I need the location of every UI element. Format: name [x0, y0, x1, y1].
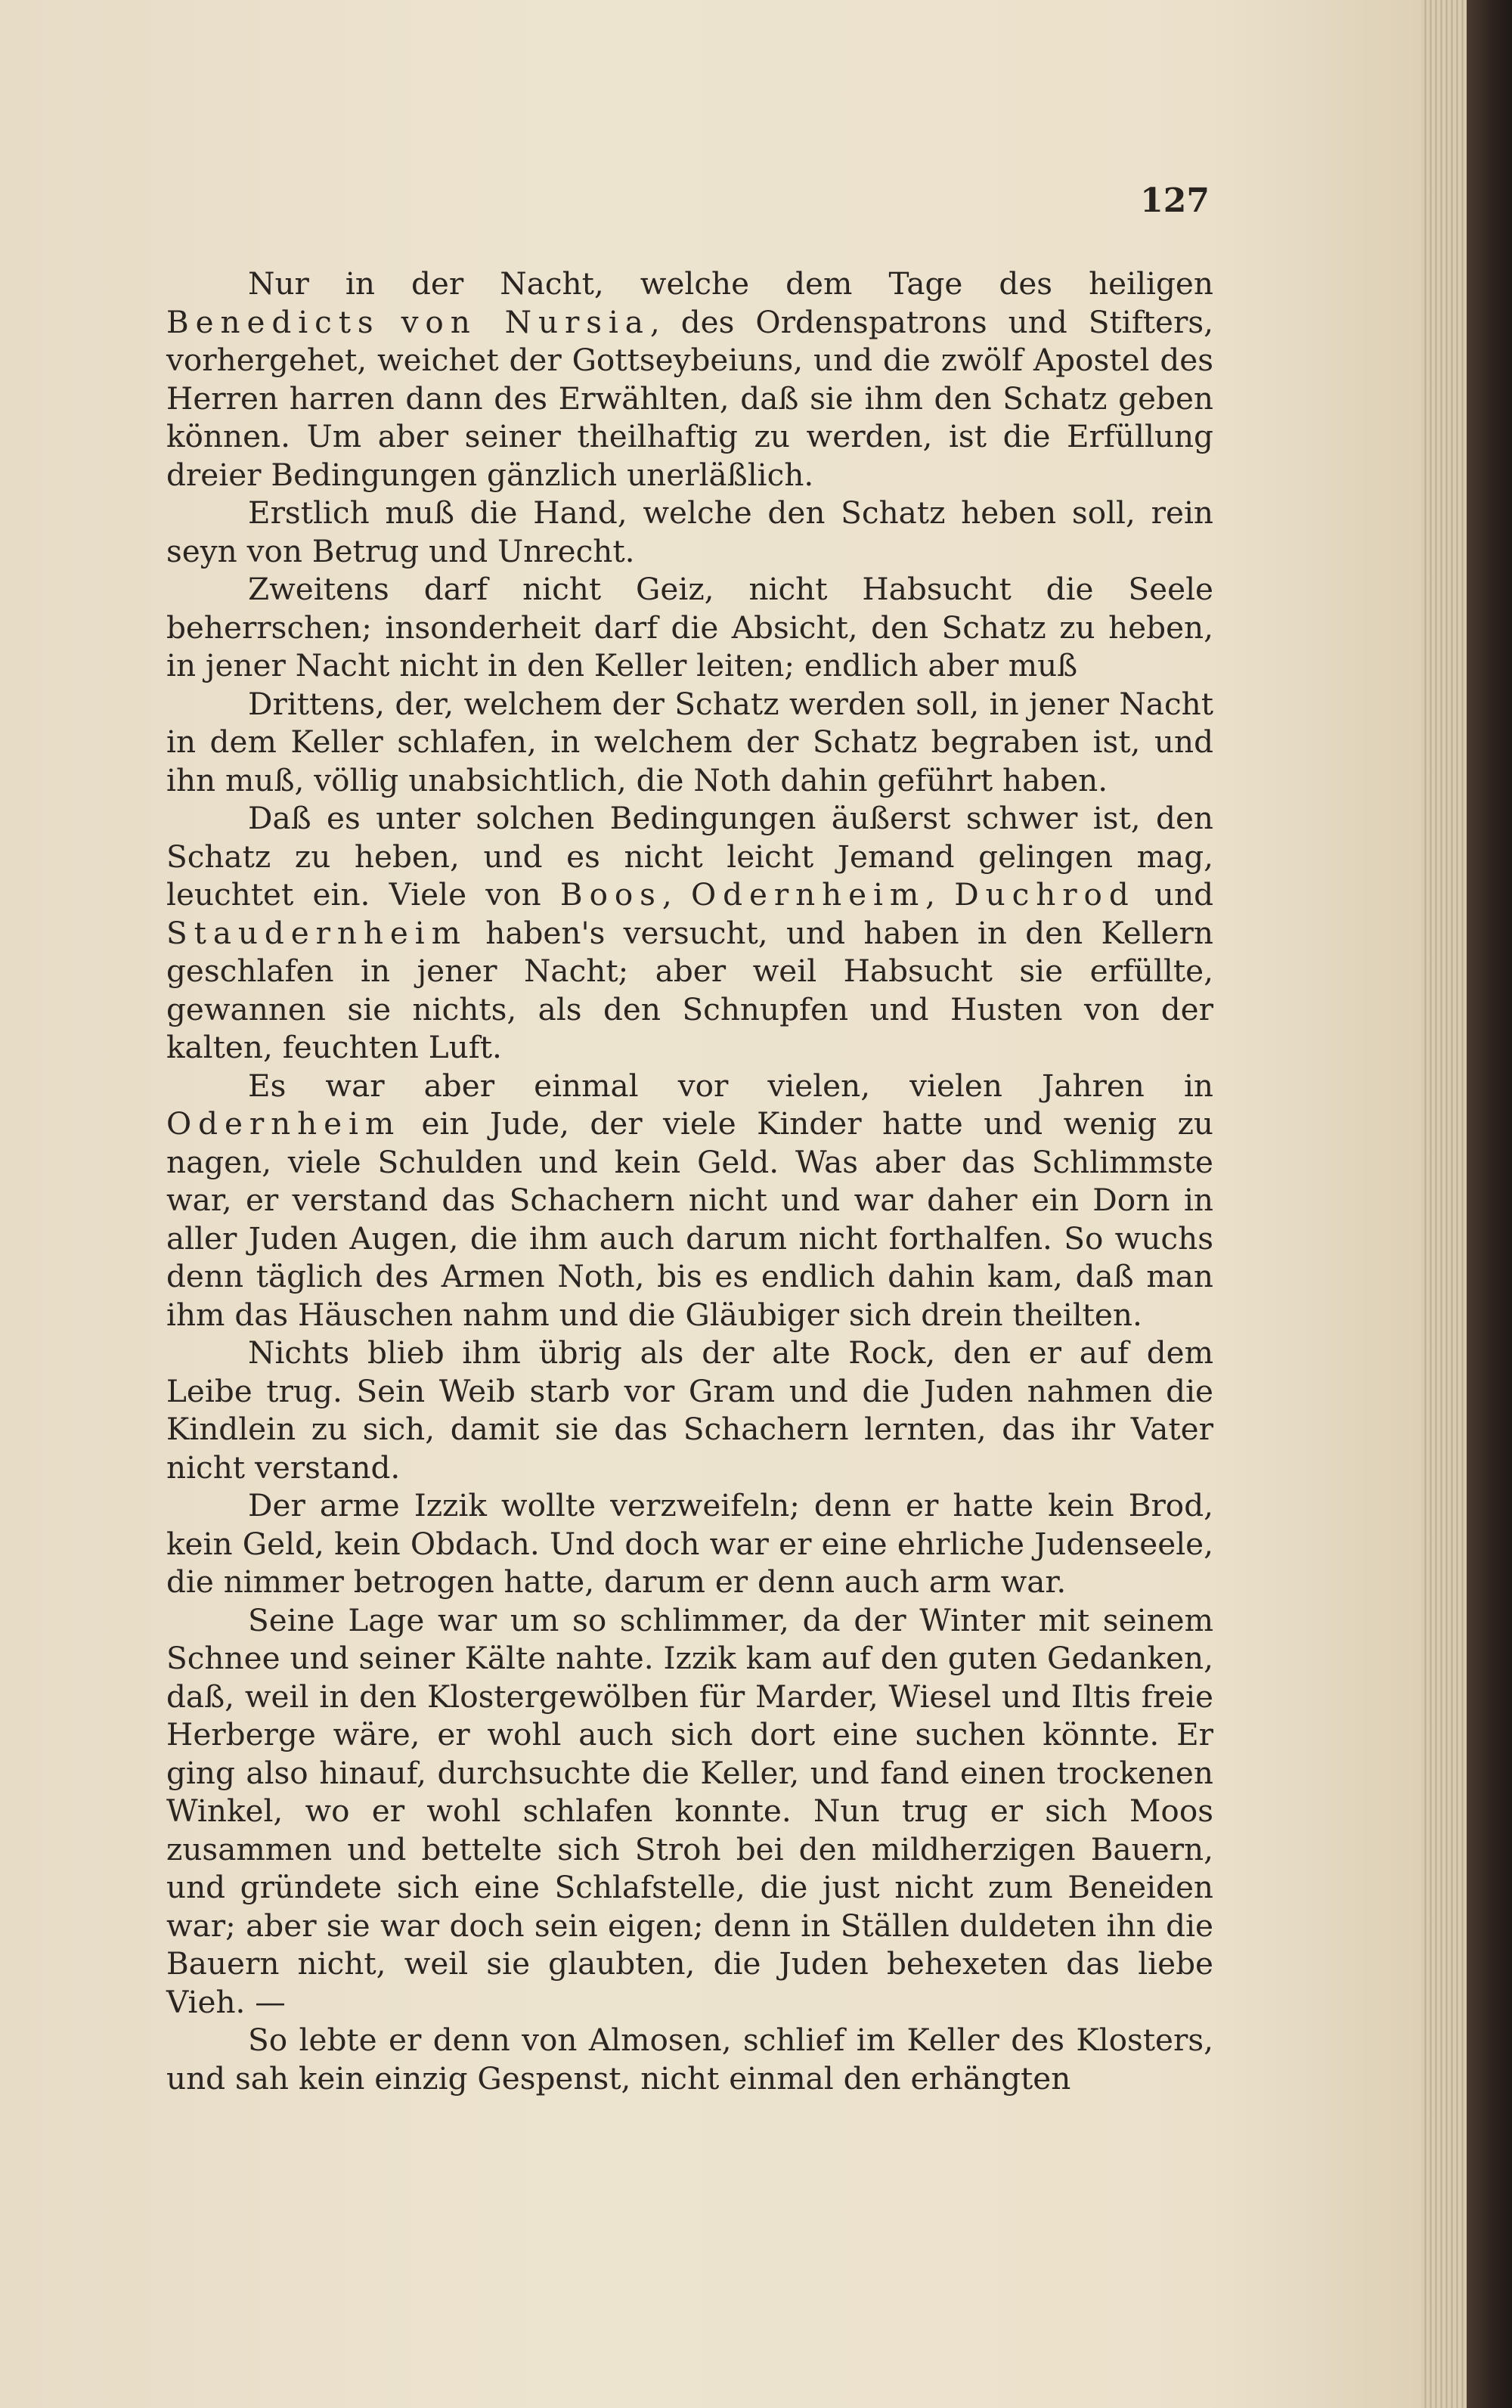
text-segment: Drittens, der, welchem der Schatz werden soll, in jener Nacht in dem Keller schlafen, in welchem der Schatz begraben ist, und ihn muß, völlig unabsichtlich, die Noth dahin geführt haben.	[166, 685, 1213, 798]
text-segment: Es war aber einmal vor vielen, vielen Jahren in	[248, 1067, 1213, 1104]
spaced-name: Benedicts	[166, 303, 380, 340]
page-edges	[1421, 0, 1467, 2408]
text-segment: , des Ordenspatrons und Stifters, vorhergehet, weichet der Gottseybeiuns, und die zwölf Apostel des Herren harren dann des Erwählten, daß sie ihm den Schatz geben können. Um aber seiner theilhaftig zu werden, ist die Erfüllung dreier Bedingungen gänzlich unerläßlich.	[166, 303, 1213, 493]
book-cover-edge	[1467, 0, 1512, 2408]
body-text	[166, 265, 1213, 2097]
text-segment: So lebte er denn von Almosen, schlief im Keller des Klosters, und sah kein einzig Gespenst, nicht einmal den erhängten	[166, 2022, 1213, 2097]
spaced-name: von Nursia	[401, 303, 650, 340]
paragraph	[166, 685, 1213, 800]
paragraph	[166, 1486, 1213, 1601]
text-segment: Seine Lage war um so schlimmer, da der Winter mit seinem Schnee und seiner Kälte nahte. Izzik kam auf den guten Gedanken, daß, weil in den Klostergewölben für Marder, Wiesel und Iltis freie Herberge wäre, er wohl auch sich dort eine suchen könnte. Er ging also hinauf, durchsuchte die Keller, und fand einen trockenen Winkel, wo er wohl schlafen konnte. Nun trug er sich Moos zusammen und bettelte sich Stroh bei den mildherzigen Bauern, und gründete sich eine Schlafstelle, die just nicht zum Beneiden war; aber sie war doch sein eigen; denn in Ställen duldeten ihn die Bauern nicht, weil sie glaubten, die Juden behexeten das liebe Vieh. —	[166, 1601, 1213, 2020]
page-number: 127	[1140, 181, 1210, 220]
text-segment: und	[1135, 876, 1214, 913]
text-segment: Nichts blieb ihm übrig als der alte Rock, den er auf dem Leibe trug. Sein Weib starb vor Gram und die Juden nahmen die Kindlein zu sich, damit sie das Schachern lernten, das ihr Vater nicht verstand.	[166, 1334, 1213, 1486]
text-segment: haben's versucht, und haben in den Kellern geschlafen in jener Nacht; aber weil Habsucht sie erfüllte, gewannen sie nichts, als den Schnupfen und Husten von der kalten, feuchten Luft.	[166, 914, 1213, 1065]
text-segment: ,	[925, 876, 955, 913]
spaced-name: Odernheim	[166, 1105, 401, 1142]
text-segment: Erstlich muß die Hand, welche den Schatz heben soll, rein seyn von Betrug und Unrecht.	[166, 494, 1213, 569]
text-segment: ein Jude, der viele Kinder hatte und wenig zu nagen, viele Schulden und kein Geld. Was aber das Schlimmste war, er verstand das Schachern nicht und war daher ein Dorn in aller Juden Augen, die ihm auch darum nicht forthalfen. So wuchs denn täglich des Armen Noth, bis es endlich dahin kam, daß man ihm das Häuschen nahm und die Gläubiger sich drein theilten.	[166, 1105, 1213, 1333]
paragraph	[166, 2021, 1213, 2097]
spaced-name: Boos	[559, 876, 662, 913]
paragraph	[166, 799, 1213, 1067]
paragraph	[166, 570, 1213, 685]
spaced-name: Staudernheim	[166, 914, 467, 951]
spaced-name: Odernheim	[691, 876, 926, 913]
text-segment: Der arme Izzik wollte verzweifeln; denn er hatte kein Brod, kein Geld, kein Obdach. Und doch war er eine ehrliche Judenseele, die nimmer betrogen hatte, darum er denn auch arm war.	[166, 1487, 1213, 1600]
paragraph	[166, 1601, 1213, 2022]
paragraph	[166, 1067, 1213, 1334]
paragraph	[166, 265, 1213, 494]
text-segment: Nur in der Nacht, welche dem Tage des heiligen	[248, 265, 1213, 302]
text-segment	[380, 304, 401, 340]
paragraph	[166, 1334, 1213, 1486]
paragraph	[166, 494, 1213, 570]
text-segment: ,	[662, 876, 692, 913]
text-segment: Zweitens darf nicht Geiz, nicht Habsucht die Seele beherrschen; insonderheit darf die Absicht, den Schatz zu heben, in jener Nacht nicht in den Keller leiten; endlich aber muß	[166, 571, 1213, 683]
spaced-name: Duchrod	[954, 876, 1136, 913]
text-segment: Daß es unter solchen Bedingungen äußerst schwer ist, den Schatz zu heben, und es nicht leicht Jemand gelingen mag, leuchtet ein. Viele von	[166, 800, 1213, 913]
